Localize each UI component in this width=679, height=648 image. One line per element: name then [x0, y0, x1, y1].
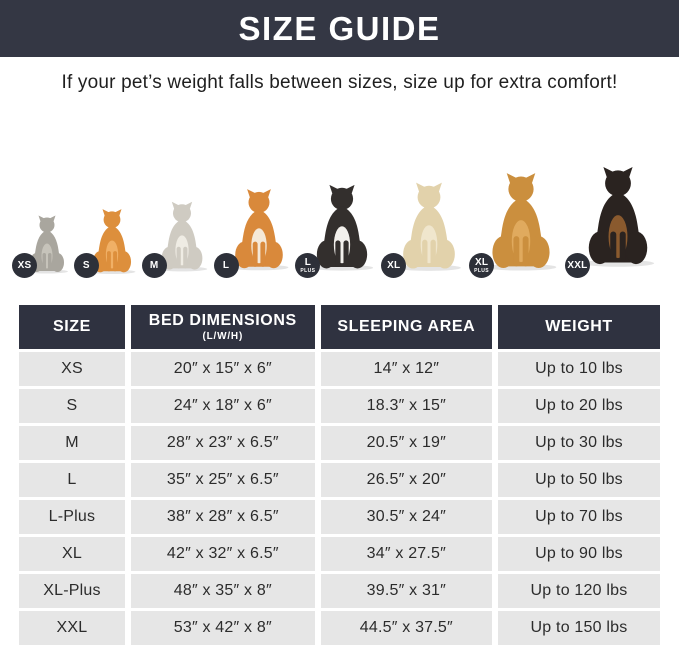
column-header-weight: WEIGHT — [498, 305, 660, 349]
weight-cell: Up to 70 lbs — [498, 500, 660, 534]
bed-dimensions-cell: 38″ x 28″ x 6.5″ — [131, 500, 315, 534]
pet-size-strip — [0, 108, 679, 280]
table-header-row — [19, 305, 660, 349]
size-cell: XL-Plus — [19, 574, 125, 608]
weight-cell: Up to 120 lbs — [498, 574, 660, 608]
weight-cell: Up to 20 lbs — [498, 389, 660, 423]
size-cell: M — [19, 426, 125, 460]
pet-french-bulldog-m — [149, 192, 212, 280]
weight-cell: Up to 90 lbs — [498, 537, 660, 571]
weight-cell: Up to 50 lbs — [498, 463, 660, 497]
sleeping-area-cell: 14″ x 12″ — [321, 352, 492, 386]
pet-golden-retriever-xl-plus — [474, 162, 563, 280]
table-row-m — [19, 426, 660, 460]
size-cell: XXL — [19, 611, 125, 645]
sleeping-area-cell: 30.5″ x 24″ — [321, 500, 492, 534]
size-up-note: If your pet’s weight falls between sizes, size up for extra comfort! — [61, 72, 618, 93]
size-guide-table — [13, 302, 666, 648]
size-guide-banner — [0, 0, 679, 57]
bed-dimensions-cell: 48″ x 35″ x 8″ — [131, 574, 315, 608]
table-row-xl-plus — [19, 574, 660, 608]
table-row-l-plus — [19, 500, 660, 534]
table-row-xs — [19, 352, 660, 386]
size-badge-m: M — [142, 253, 167, 278]
table-row-s — [19, 389, 660, 423]
size-badge-s: S — [74, 253, 99, 278]
size-badge-xs: XS — [12, 253, 37, 278]
sleeping-area-cell: 26.5″ x 20″ — [321, 463, 492, 497]
bed-dimensions-cell: 24″ x 18″ x 6″ — [131, 389, 315, 423]
size-cell: XS — [19, 352, 125, 386]
size-badge-xxl: XXL — [565, 253, 590, 278]
weight-cell: Up to 30 lbs — [498, 426, 660, 460]
weight-cell: Up to 10 lbs — [498, 352, 660, 386]
size-cell: L-Plus — [19, 500, 125, 534]
sleeping-area-cell: 44.5″ x 37.5″ — [321, 611, 492, 645]
size-cell: XL — [19, 537, 125, 571]
column-header-bed-dimensions: BED DIMENSIONS (L/W/H) — [131, 305, 315, 349]
bed-dimensions-cell: 35″ x 25″ x 6.5″ — [131, 463, 315, 497]
column-header-size: SIZE — [19, 305, 125, 349]
pet-border-collie-l-plus — [300, 174, 379, 280]
sleeping-area-cell: 18.3″ x 15″ — [321, 389, 492, 423]
pet-cat-xs — [17, 208, 72, 280]
size-cell: L — [19, 463, 125, 497]
table-row-xl — [19, 537, 660, 571]
sleeping-area-cell: 34″ x 27.5″ — [321, 537, 492, 571]
size-badge-xl: XL — [381, 253, 406, 278]
size-badge-l: L — [214, 253, 239, 278]
bed-dimensions-cell: 20″ x 15″ x 6″ — [131, 352, 315, 386]
bed-dimensions-subheader: (L/W/H) — [202, 331, 244, 342]
column-header-sleeping-area: SLEEPING AREA — [321, 305, 492, 349]
page-title: SIZE GUIDE — [238, 9, 441, 47]
bed-dimensions-cell: 53″ x 42″ x 8″ — [131, 611, 315, 645]
bed-dimensions-cell: 28″ x 23″ x 6.5″ — [131, 426, 315, 460]
size-badge-xl-plus: XL PLUS — [469, 253, 494, 278]
sleeping-area-cell: 20.5″ x 19″ — [321, 426, 492, 460]
pet-pomeranian-s — [84, 202, 140, 280]
size-cell: S — [19, 389, 125, 423]
pet-shiba-l — [224, 178, 294, 280]
pet-labrador-xl — [387, 172, 467, 280]
table-row-xxl — [19, 611, 660, 645]
bed-dimensions-cell: 42″ x 32″ x 6.5″ — [131, 537, 315, 571]
weight-cell: Up to 150 lbs — [498, 611, 660, 645]
sleeping-area-cell: 39.5″ x 31″ — [321, 574, 492, 608]
pet-doberman-xxl — [567, 152, 661, 280]
size-badge-l-plus: L PLUS — [295, 253, 320, 278]
table-row-l — [19, 463, 660, 497]
